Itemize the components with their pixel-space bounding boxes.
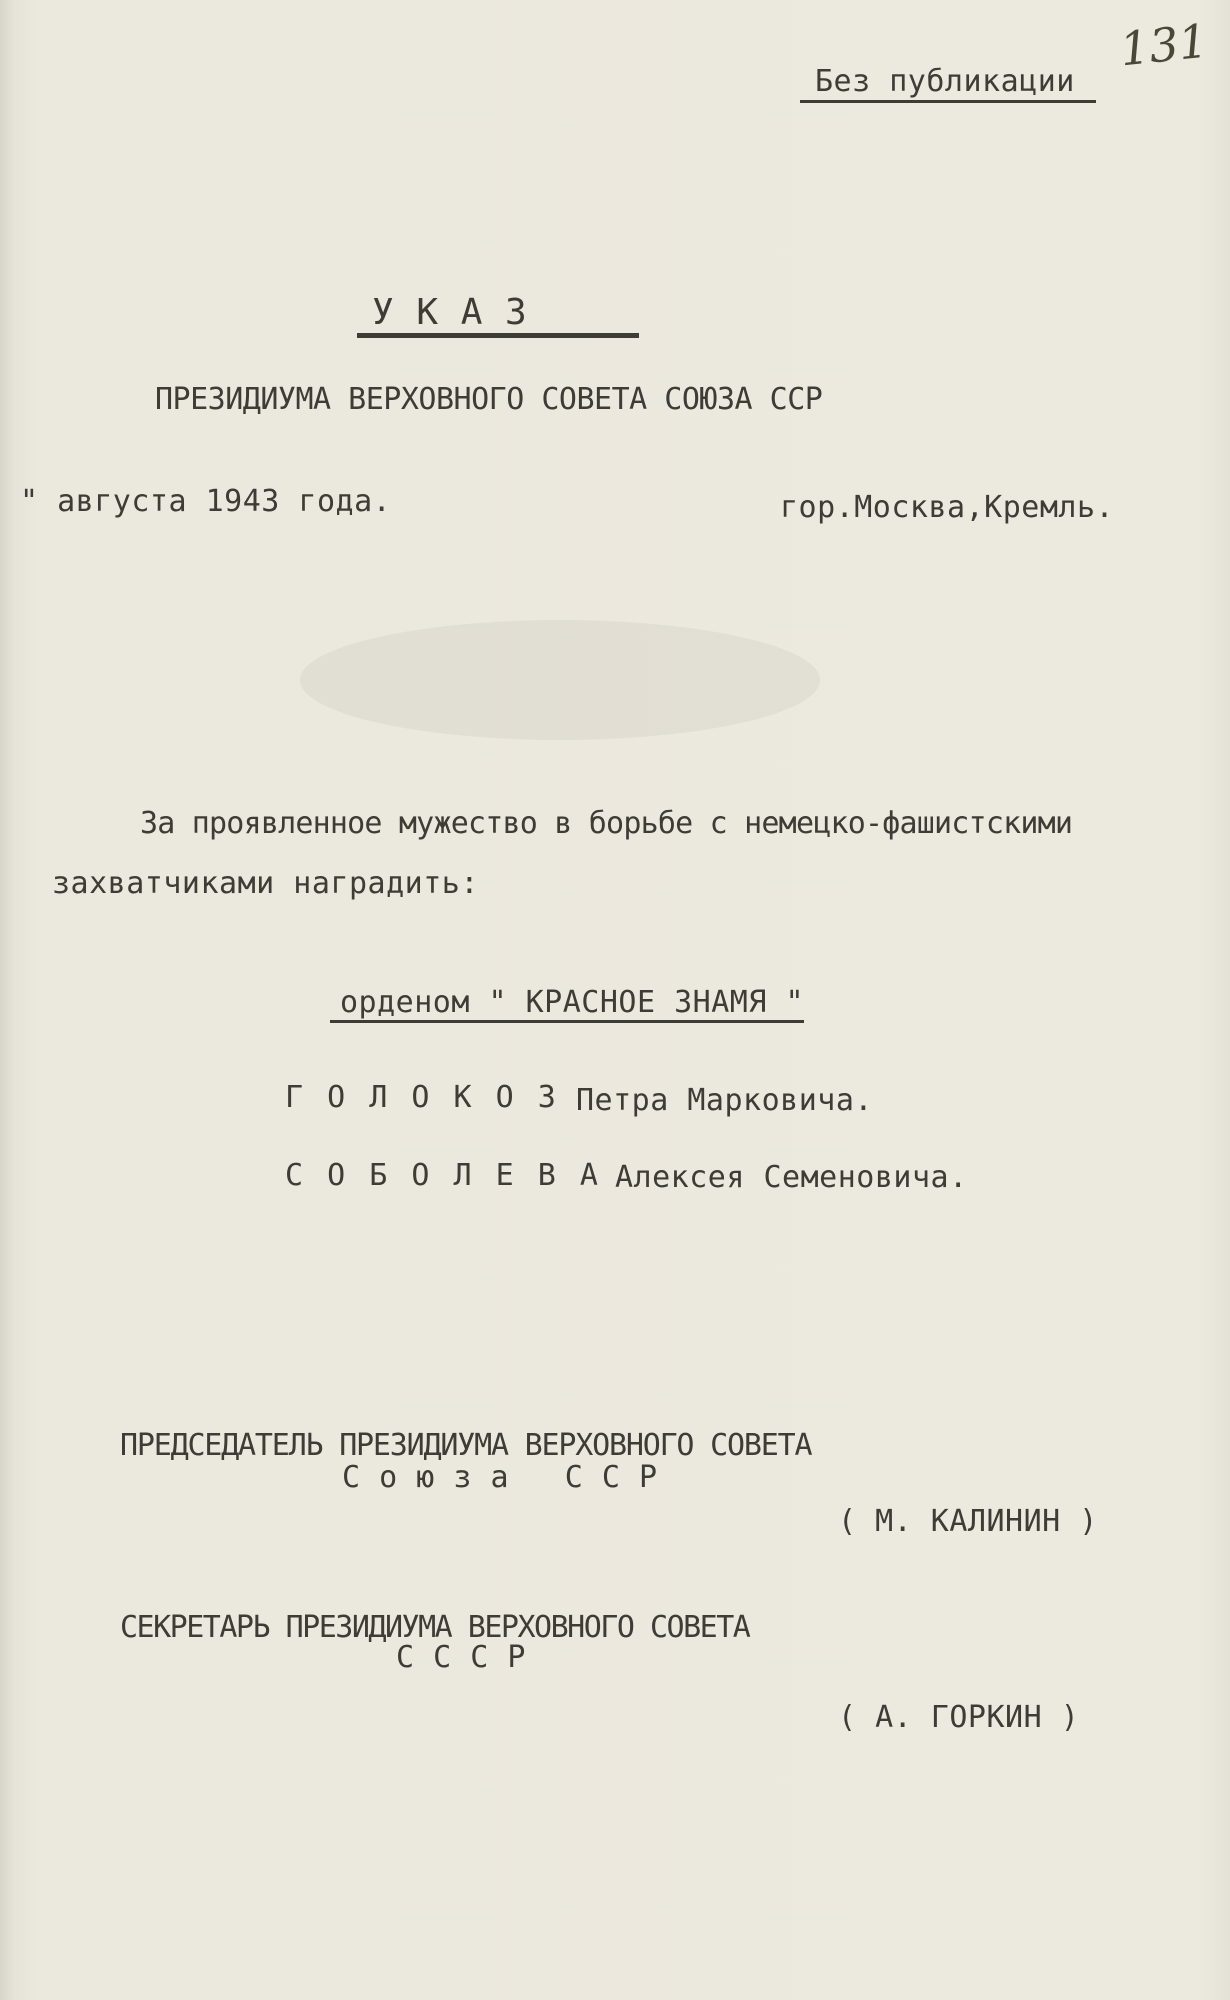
award-underline — [330, 1020, 804, 1023]
awardee-surname: Г О Л О К О З — [285, 1080, 559, 1115]
chairman-name: ( М. КАЛИНИН ) — [838, 1504, 1098, 1539]
stamp-underline — [800, 100, 1096, 103]
secretary-title: СЕКРЕТАРЬ ПРЕЗИДИУМА ВЕРХОВНОГО СОВЕТА — [120, 1610, 750, 1645]
chairman-title: ПРЕДСЕДАТЕЛЬ ПРЕЗИДИУМА ВЕРХОВНОГО СОВЕТА — [120, 1428, 812, 1463]
award-name: орденом " КРАСНОЕ ЗНАМЯ " — [340, 985, 805, 1020]
awardee-surname: С О Б О Л Е В А — [285, 1158, 601, 1193]
publication-stamp: Без публикации — [815, 64, 1075, 99]
secretary-name: ( А. ГОРКИН ) — [838, 1700, 1080, 1735]
chairman-title-line-2: С о ю з а С С Р — [342, 1460, 658, 1495]
page-number: 131 — [1117, 13, 1211, 77]
document-subtitle: ПРЕЗИДИУМА ВЕРХОВНОГО СОВЕТА СОЮЗА ССР — [155, 382, 823, 417]
awardee-name: Алексея Семеновича. — [615, 1160, 968, 1195]
paper-stain — [300, 620, 820, 740]
title-underline — [357, 333, 639, 338]
document-title: У К А З — [372, 292, 528, 333]
document-date: " августа 1943 года. — [20, 484, 392, 519]
secretary-title-line-2: С С С Р — [396, 1640, 526, 1675]
awardee-name: Петра Марковича. — [576, 1083, 873, 1118]
document-place: гор.Москва,Кремль. — [780, 490, 1115, 525]
intro-line-1: За проявленное мужество в борьбе с немецко-фашистскими — [140, 806, 1073, 841]
intro-line-2: захватчиками наградить: — [52, 866, 479, 901]
